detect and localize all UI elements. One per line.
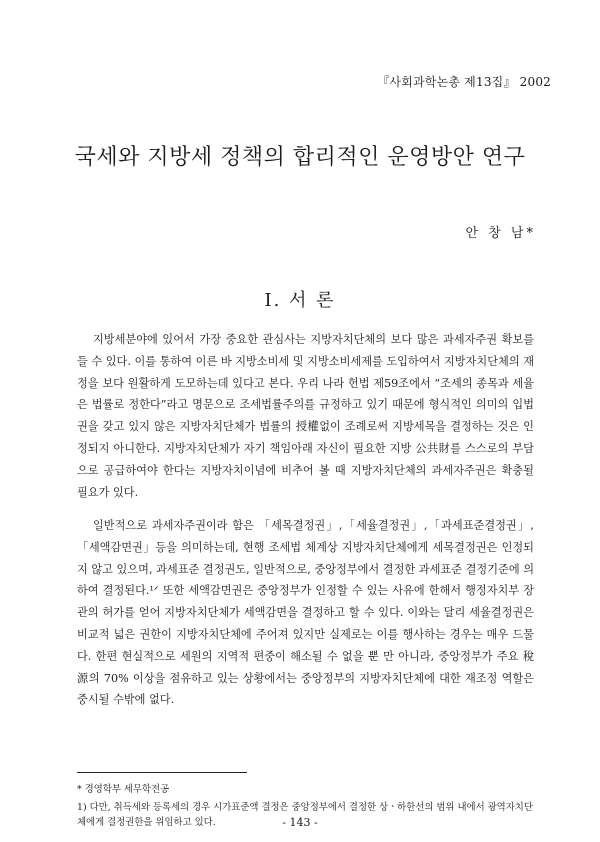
paper-title: 국세와 지방세 정책의 합리적인 운영방안 연구	[74, 145, 526, 170]
page-number: - 143 -	[282, 816, 318, 829]
body-paragraph-1: 지방세분야에 있어서 가장 중요한 관심사는 지방자치단체의 보다 많은 과세자주권 확보를 들 수 있다. 이를 통하여 이른 바 지방소비세 및 지방소비세제를 도입하여서 지방자치단체의 재정을 보다 원활하게 도모하는데 있다고 본다. 우리 나라 헌법 제59조에서 “조세의 종목과 세율은 법률로 정한다”라고 명문으로 조세법률주의를 규정하고 있기 때문에 형식적인 의미의 입법권을 갖고 있지 않은 지방자치단체가 법률의 授權없이 조례로써 지방세목을 결정하는 것은 인정되지 아니한다. 지방자치단체가 자기 책임아래 자신이 필요한 지방 公共財를 스스로의 부담으로 공급하여야 한다는 지방자치이념에 비추어 볼 때 지방자치단체의 과세자주권은 확충될 필요가 있다.	[77, 333, 534, 499]
journal-header: 『사회과학논총 제13집』 2002	[377, 75, 551, 89]
footnote-1: 1) 다만, 취득세와 등록세의 경우 시가표준액 결정은 중앙정부에서 결정한 상ㆍ하한선의 범위 내에서 광역자치단체에게 결정권한을 위임하고 있다.	[77, 802, 533, 828]
author-name: 안 창 남*	[465, 226, 536, 241]
body-paragraph-2: 일반적으로 과세자주권이라 함은 「세목결정권」,「세율결정권」,「과세표준결정권」,「세액감면권」등을 의미하는데, 현행 조세법 체계상 지방자치단체에게 세목결정권은 인정되지 않고 있으며, 과세표준 결정권도, 일반적으로, 중앙정부에서 결정한 과세표준 결정기준에 의하여 결정된다.¹ᐟ 또한 세액감면권은 중앙정부가 인정할 수 있는 사유에 한해서 행정자치부 장관의 허가를 얻어 지방자치단체가 세액감면을 결정하고 할 수 있다. 이와는 달리 세율결정권은 비교적 넓은 권한이 지방자치단체에 주어져 있지만 실제로는 이를 행사하는 경우는 매우 드물다. 한편 현실적으로 세원의 지역적 편중이 해소될 수 없을 뿐 만 아니라, 중앙정부가 주요 稅源의 70% 이상을 점유하고 있는 상황에서는 중앙정부의 지방자치단체에 대한 재조정 역할은 중시될 수밖에 없다.	[77, 519, 534, 707]
footnote-affiliation: * 경영학부 세무학전공	[77, 784, 170, 795]
section-heading: Ⅰ. 서 론	[264, 290, 336, 311]
footnote-divider	[77, 772, 247, 773]
